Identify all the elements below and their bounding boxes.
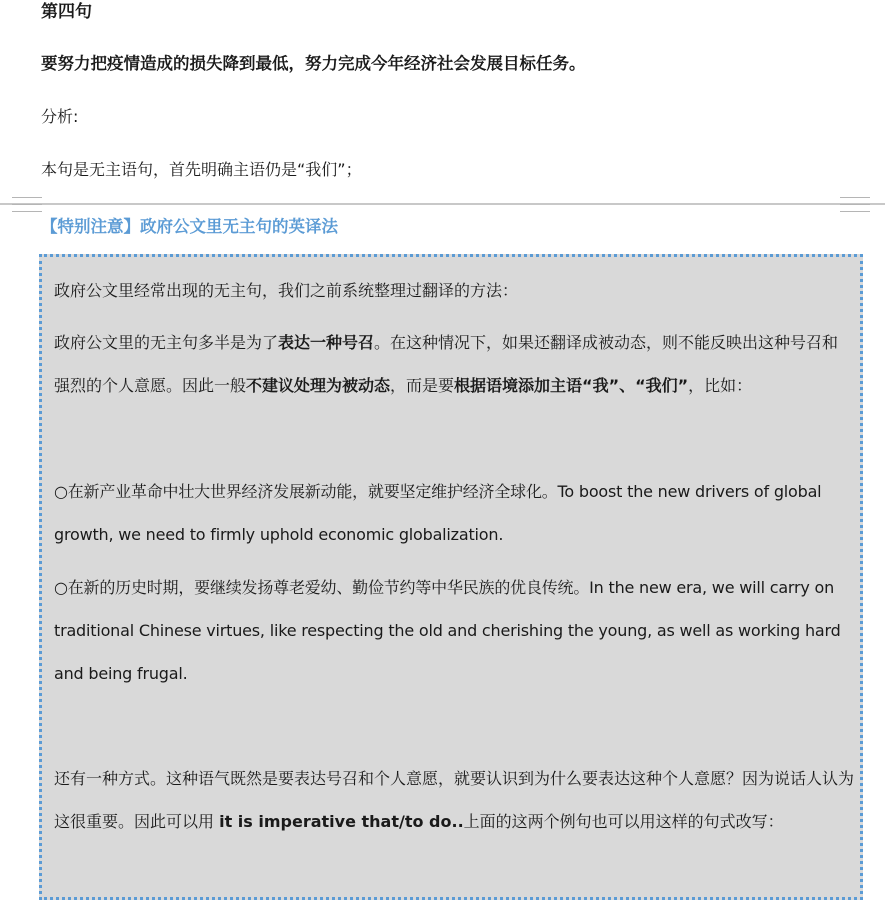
section-heading: 第四句 xyxy=(41,2,92,22)
note-paragraph-1 xyxy=(54,321,854,407)
page-corner-mark-left xyxy=(12,197,42,212)
text-run: ，而是要 xyxy=(390,376,455,395)
bold-run: 表达一种号召 xyxy=(278,333,375,352)
note-box xyxy=(39,254,863,900)
analysis-text: 本句是无主语句，首先明确主语仍是“我们”； xyxy=(41,160,362,179)
text-run: 。在这种情况下，如果还翻译成被动态，则不能反映出这种号召和强烈的个人意愿。因此一般 xyxy=(54,333,839,395)
text-run: ，比如： xyxy=(688,376,753,395)
note-intro: 政府公文里经常出现的无主句，我们之前系统整理过翻译的方法： xyxy=(54,281,519,300)
analysis-label: 分析: xyxy=(41,107,79,126)
text-run: 上面的这两个例句也可以用这样的句式改写： xyxy=(463,812,784,831)
note-paragraph-2 xyxy=(54,757,854,843)
example-1: ○在新产业革命中壮大世界经济发展新动能，就要坚定维护经济全球化。To boost the new drivers of global growth, we need to firmly uphold economic globalization. xyxy=(54,482,822,544)
note-title: 【特别注意】政府公文里无主句的英译法 xyxy=(41,217,338,236)
page-break-line xyxy=(0,203,885,205)
text-run: 政府公文里的无主句多半是为了 xyxy=(54,333,279,352)
source-sentence: 要努力把疫情造成的损失降到最低，努力完成今年经济社会发展目标任务。 xyxy=(41,54,586,73)
bold-run: it is imperative that/to do.. xyxy=(219,812,464,831)
text-run: 还有一种方式。这种语气既然是要表达号召和个人意愿，就要认识到为什么要表达这种个人意愿？因为说话人认为这很重要。因此可以用 xyxy=(54,769,855,831)
page-corner-mark-right xyxy=(840,197,870,212)
bold-run: 根据语境添加主语“我”、“我们” xyxy=(454,376,689,395)
example-2: ○在新的历史时期，要继续发扬尊老爱幼、勤俭节约等中华民族的优良传统。In the new era, we will carry on traditional Chinese virtues, like respecting the old and cherishing the young, as well as working hard and being frugal. xyxy=(54,578,841,683)
bold-run: 不建议处理为被动态 xyxy=(246,376,391,395)
